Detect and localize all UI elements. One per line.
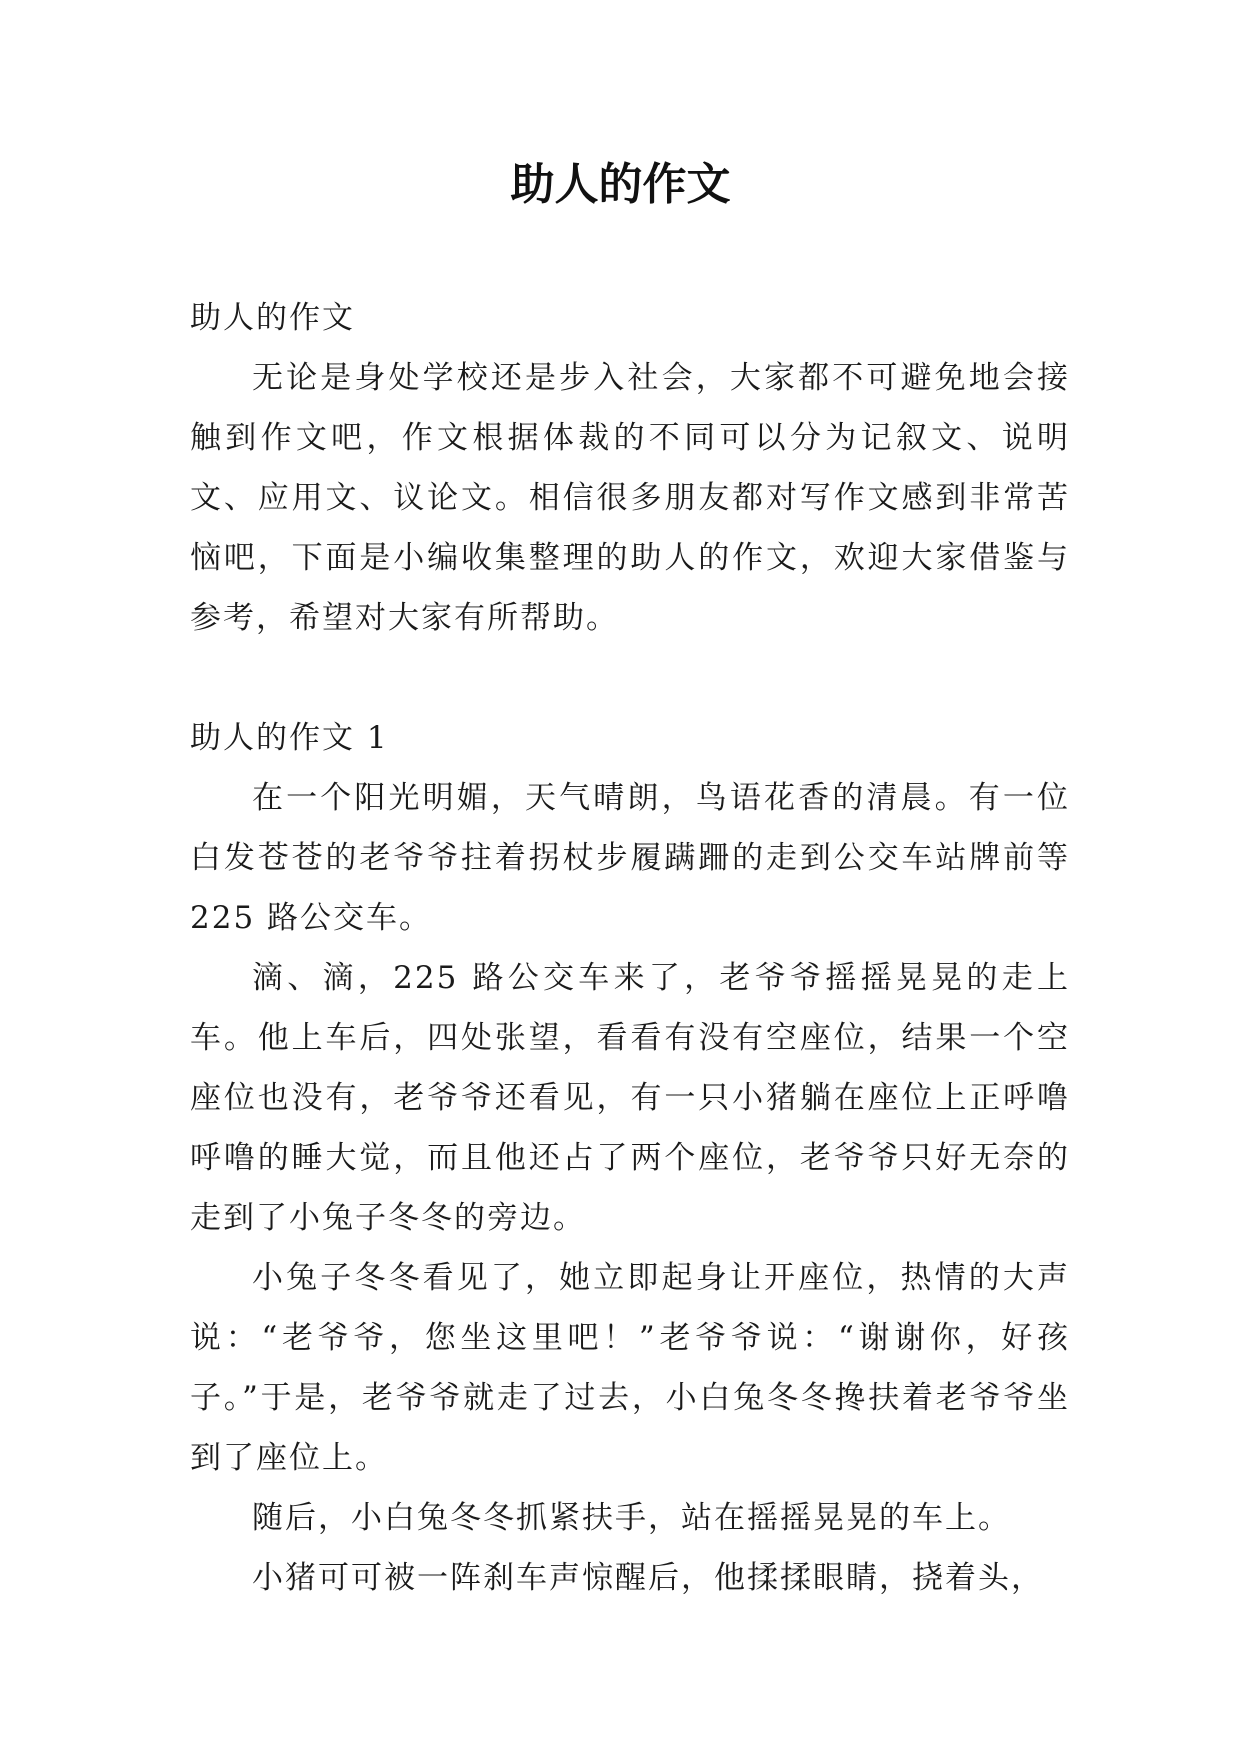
document-body [190, 288, 1070, 1608]
intro-heading: 助人的作文 [190, 300, 355, 336]
section-heading: 助人的作文 1 [190, 720, 389, 756]
section-spacer [190, 648, 1070, 708]
paragraph-4: 随后，小白兔冬冬抓紧扶手，站在摇摇晃晃的车上。 [252, 1500, 1011, 1536]
paragraph-3: 小兔子冬冬看见了，她立即起身让开座位，热情的大声说：“老爷爷，您坐这里吧！”老爷爷说：“谢谢你，好孩子。”于是，老爷爷就走了过去，小白兔冬冬搀扶着老爷爷坐到了座位上。 [190, 1260, 1070, 1476]
document-title: 助人的作文 [510, 159, 731, 210]
paragraph-5: 小猪可可被一阵刹车声惊醒后，他揉揉眼睛，挠着头， [252, 1560, 1044, 1596]
paragraph-2: 滴、滴，225 路公交车来了，老爷爷摇摇晃晃的走上车。他上车后，四处张望，看看有没有空座位，结果一个空座位也没有，老爷爷还看见，有一只小猪躺在座位上正呼噜呼噜的睡大觉，而且他还占了两个座位，老爷爷只好无奈的走到了小兔子冬冬的旁边。 [190, 960, 1070, 1236]
intro-paragraph: 无论是身处学校还是步入社会，大家都不可避免地会接触到作文吧，作文根据体裁的不同可以分为记叙文、说明文、应用文、议论文。相信很多朋友都对写作文感到非常苦恼吧，下面是小编收集整理的助人的作文，欢迎大家借鉴与参考，希望对大家有所帮助。 [190, 360, 1070, 636]
paragraph-1: 在一个阳光明媚，天气晴朗，鸟语花香的清晨。有一位白发苍苍的老爷爷拄着拐杖步履蹒跚的走到公交车站牌前等 225 路公交车。 [190, 780, 1070, 936]
